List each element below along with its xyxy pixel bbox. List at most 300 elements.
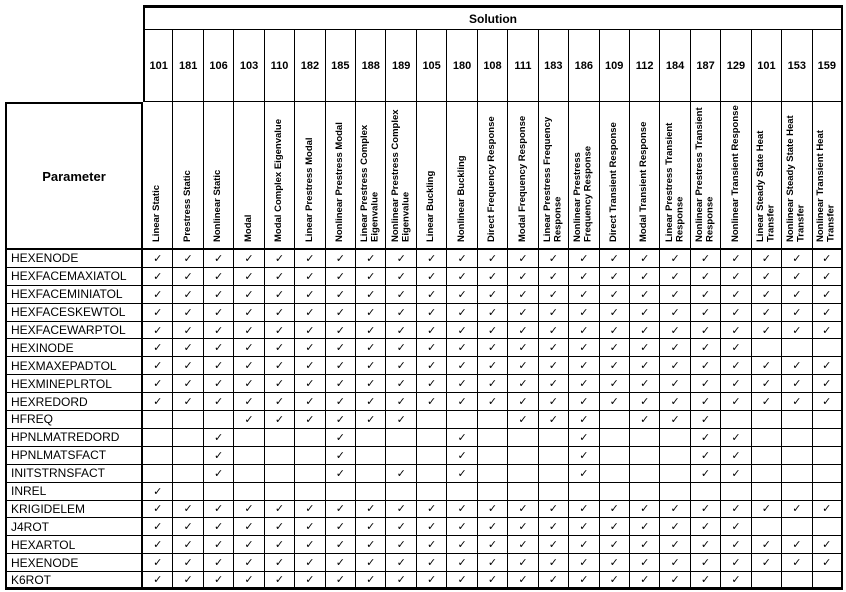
check-cell: [143, 304, 173, 322]
check-icon: ✓: [579, 448, 589, 462]
row-label: INITSTRNSFACT: [5, 465, 143, 483]
check-cell: [417, 393, 447, 411]
check-cell: [813, 339, 843, 357]
check-cell: [234, 411, 264, 429]
check-icon: ✓: [548, 556, 558, 570]
check-icon: ✓: [153, 341, 163, 355]
check-cell: [600, 554, 630, 572]
row-label: HEXENODE: [5, 554, 143, 572]
check-cell: [447, 286, 477, 304]
check-icon: ✓: [548, 538, 558, 552]
check-icon: ✓: [548, 269, 558, 283]
check-icon: ✓: [244, 305, 254, 319]
check-cell: [539, 268, 569, 286]
check-icon: ✓: [213, 287, 224, 301]
check-cell: [417, 518, 447, 536]
check-cell: [508, 465, 538, 483]
column-label: Linear Prestress Complex Eigenvalue: [359, 124, 381, 242]
check-cell: [813, 375, 843, 393]
check-cell: [326, 411, 356, 429]
check-icon: ✓: [640, 251, 650, 265]
check-cell: [600, 286, 630, 304]
check-cell: [326, 518, 356, 536]
check-cell: [356, 447, 386, 465]
check-icon: ✓: [213, 520, 224, 534]
check-cell: [691, 375, 721, 393]
check-icon: ✓: [518, 412, 528, 426]
check-cell: [295, 465, 325, 483]
check-cell: [386, 554, 416, 572]
check-icon: ✓: [244, 520, 254, 534]
check-icon: ✓: [700, 538, 711, 552]
check-icon: ✓: [792, 269, 802, 283]
check-cell: [508, 268, 538, 286]
check-cell: [478, 250, 508, 268]
check-cell: [386, 536, 416, 554]
check-icon: ✓: [670, 573, 680, 587]
check-icon: ✓: [700, 412, 711, 426]
check-cell: [326, 447, 356, 465]
check-cell: [356, 483, 386, 501]
check-cell: [447, 483, 477, 501]
check-cell: [508, 501, 538, 519]
check-icon: ✓: [244, 251, 254, 265]
check-cell: [782, 483, 812, 501]
check-icon: ✓: [579, 573, 589, 587]
check-cell: [721, 375, 751, 393]
check-cell: [204, 483, 234, 501]
check-icon: ✓: [640, 323, 650, 337]
check-cell: [173, 250, 203, 268]
check-icon: ✓: [487, 359, 498, 373]
check-cell: [721, 501, 751, 519]
parameter-header: Parameter: [5, 102, 143, 250]
check-cell: [417, 572, 447, 590]
check-cell: [265, 357, 295, 375]
check-cell: [660, 339, 690, 357]
check-cell: [721, 339, 751, 357]
check-cell: [447, 411, 477, 429]
check-cell: [417, 483, 447, 501]
check-icon: ✓: [335, 412, 345, 426]
check-icon: ✓: [731, 287, 741, 301]
check-cell: [539, 286, 569, 304]
check-cell: [234, 268, 264, 286]
check-cell: [234, 375, 264, 393]
check-cell: [660, 518, 690, 536]
check-icon: ✓: [609, 305, 619, 319]
check-cell: [447, 339, 477, 357]
check-cell: [234, 322, 264, 340]
check-cell: [539, 483, 569, 501]
check-icon: ✓: [244, 287, 254, 301]
check-cell: [752, 339, 782, 357]
check-icon: ✓: [670, 538, 680, 552]
check-cell: [752, 322, 782, 340]
check-icon: ✓: [457, 341, 467, 355]
check-icon: ✓: [213, 359, 224, 373]
column-code: 101: [143, 30, 173, 102]
check-icon: ✓: [335, 305, 345, 319]
check-cell: [386, 501, 416, 519]
check-icon: ✓: [792, 556, 802, 570]
check-icon: ✓: [609, 287, 619, 301]
check-cell: [660, 429, 690, 447]
check-cell: [173, 518, 203, 536]
check-cell: [660, 304, 690, 322]
check-cell: [143, 339, 173, 357]
check-cell: [539, 411, 569, 429]
check-cell: [630, 304, 660, 322]
check-cell: [569, 554, 599, 572]
check-cell: [447, 501, 477, 519]
check-cell: [143, 357, 173, 375]
check-cell: [447, 572, 477, 590]
check-cell: [234, 518, 264, 536]
check-cell: [326, 375, 356, 393]
check-cell: [600, 339, 630, 357]
check-icon: ✓: [183, 502, 193, 516]
check-icon: ✓: [822, 556, 832, 570]
check-cell: [691, 304, 721, 322]
check-icon: ✓: [640, 556, 650, 570]
check-cell: [508, 304, 538, 322]
check-icon: ✓: [274, 287, 285, 301]
check-icon: ✓: [244, 269, 254, 283]
check-cell: [569, 536, 599, 554]
check-cell: [478, 393, 508, 411]
solution-column-header: [356, 102, 386, 250]
column-code: 183: [539, 30, 569, 102]
check-cell: [295, 375, 325, 393]
check-icon: ✓: [366, 305, 376, 319]
check-icon: ✓: [792, 359, 802, 373]
column-code: 189: [386, 30, 416, 102]
check-cell: [295, 411, 325, 429]
check-cell: [356, 518, 386, 536]
check-icon: ✓: [700, 269, 711, 283]
check-cell: [265, 375, 295, 393]
check-icon: ✓: [731, 556, 741, 570]
check-cell: [265, 250, 295, 268]
check-cell: [691, 501, 721, 519]
check-cell: [752, 393, 782, 411]
check-cell: [386, 411, 416, 429]
check-icon: ✓: [213, 538, 224, 552]
check-icon: ✓: [579, 395, 589, 409]
check-icon: ✓: [153, 484, 163, 498]
check-icon: ✓: [457, 430, 467, 444]
check-cell: [326, 250, 356, 268]
check-cell: [478, 554, 508, 572]
column-label: Modal: [242, 214, 254, 242]
check-icon: ✓: [792, 538, 802, 552]
check-icon: ✓: [822, 269, 832, 283]
check-icon: ✓: [153, 305, 163, 319]
check-icon: ✓: [609, 269, 619, 283]
check-cell: [478, 429, 508, 447]
check-icon: ✓: [822, 323, 832, 337]
check-cell: [691, 465, 721, 483]
check-icon: ✓: [396, 251, 406, 265]
column-code: 111: [508, 30, 538, 102]
check-icon: ✓: [670, 323, 680, 337]
check-cell: [569, 518, 599, 536]
check-cell: [660, 483, 690, 501]
check-icon: ✓: [335, 448, 345, 462]
check-icon: ✓: [487, 520, 498, 534]
check-cell: [234, 572, 264, 590]
check-icon: ✓: [396, 412, 406, 426]
check-icon: ✓: [366, 251, 376, 265]
check-icon: ✓: [548, 359, 558, 373]
check-cell: [478, 322, 508, 340]
check-icon: ✓: [579, 412, 589, 426]
check-cell: [234, 536, 264, 554]
check-cell: [265, 518, 295, 536]
check-cell: [204, 429, 234, 447]
solution-column-header: [143, 102, 173, 250]
check-cell: [326, 357, 356, 375]
check-cell: [630, 286, 660, 304]
check-icon: ✓: [457, 377, 467, 391]
check-icon: ✓: [822, 377, 832, 391]
check-cell: [539, 250, 569, 268]
row-label: HEXFACEMINIATOL: [5, 286, 143, 304]
column-label: Nonlinear Static: [212, 169, 224, 242]
check-icon: ✓: [305, 269, 315, 283]
check-icon: ✓: [761, 269, 772, 283]
check-cell: [265, 501, 295, 519]
column-label: Nonlinear Prestress Transient Response: [694, 107, 716, 242]
column-code: 184: [660, 30, 690, 102]
check-icon: ✓: [792, 323, 802, 337]
check-cell: [752, 536, 782, 554]
check-icon: ✓: [731, 395, 741, 409]
row-label: HEXFACEWARPTOL: [5, 322, 143, 340]
check-icon: ✓: [335, 251, 345, 265]
check-cell: [752, 357, 782, 375]
check-cell: [752, 304, 782, 322]
check-icon: ✓: [822, 251, 832, 265]
check-cell: [173, 447, 203, 465]
check-icon: ✓: [366, 538, 376, 552]
check-cell: [660, 501, 690, 519]
check-cell: [660, 357, 690, 375]
check-cell: [660, 375, 690, 393]
check-icon: ✓: [213, 341, 224, 355]
check-cell: [326, 322, 356, 340]
check-icon: ✓: [366, 269, 376, 283]
check-icon: ✓: [396, 287, 406, 301]
check-cell: [813, 429, 843, 447]
check-cell: [569, 411, 599, 429]
check-icon: ✓: [822, 395, 832, 409]
check-icon: ✓: [396, 377, 406, 391]
check-icon: ✓: [183, 287, 193, 301]
check-cell: [660, 465, 690, 483]
check-cell: [265, 268, 295, 286]
check-cell: [539, 536, 569, 554]
check-cell: [447, 429, 477, 447]
check-icon: ✓: [305, 395, 315, 409]
row-label: J4ROT: [5, 518, 143, 536]
check-icon: ✓: [457, 359, 467, 373]
check-cell: [569, 250, 599, 268]
check-icon: ✓: [548, 377, 558, 391]
check-icon: ✓: [396, 556, 406, 570]
check-icon: ✓: [700, 430, 711, 444]
solution-column-header: [660, 102, 690, 250]
check-cell: [600, 375, 630, 393]
row-label: HPNLMATSFACT: [5, 447, 143, 465]
check-cell: [386, 429, 416, 447]
check-cell: [539, 554, 569, 572]
row-label: HEXFACESKEWTOL: [5, 304, 143, 322]
check-cell: [356, 554, 386, 572]
check-cell: [508, 339, 538, 357]
check-icon: ✓: [396, 573, 406, 587]
check-icon: ✓: [153, 395, 163, 409]
check-icon: ✓: [427, 251, 437, 265]
column-label: Nonlinear Prestress Complex Eigenvalue: [389, 109, 412, 242]
check-icon: ✓: [274, 412, 285, 426]
check-icon: ✓: [518, 341, 528, 355]
check-cell: [721, 411, 751, 429]
check-icon: ✓: [731, 466, 741, 480]
check-cell: [295, 447, 325, 465]
check-icon: ✓: [700, 359, 711, 373]
check-icon: ✓: [244, 323, 254, 337]
check-cell: [265, 483, 295, 501]
check-icon: ✓: [396, 323, 406, 337]
check-cell: [660, 268, 690, 286]
check-cell: [660, 322, 690, 340]
check-cell: [234, 339, 264, 357]
solution-column-header: [386, 102, 416, 250]
check-cell: [569, 447, 599, 465]
row-label: K6ROT: [5, 572, 143, 590]
check-icon: ✓: [305, 341, 315, 355]
check-cell: [782, 286, 812, 304]
check-cell: [600, 250, 630, 268]
check-cell: [630, 429, 660, 447]
row-label: KRIGIDELEM: [5, 501, 143, 519]
check-icon: ✓: [213, 430, 224, 444]
check-icon: ✓: [427, 359, 437, 373]
check-cell: [447, 375, 477, 393]
check-icon: ✓: [761, 377, 772, 391]
check-icon: ✓: [487, 341, 498, 355]
check-cell: [234, 554, 264, 572]
solution-column-header: [295, 102, 325, 250]
check-cell: [417, 304, 447, 322]
check-cell: [782, 572, 812, 590]
check-cell: [386, 393, 416, 411]
check-cell: [721, 483, 751, 501]
check-icon: ✓: [609, 377, 619, 391]
check-cell: [356, 268, 386, 286]
row-label: HEXINODE: [5, 339, 143, 357]
check-cell: [143, 429, 173, 447]
column-code: 103: [234, 30, 264, 102]
check-icon: ✓: [518, 287, 528, 301]
check-icon: ✓: [305, 323, 315, 337]
check-icon: ✓: [244, 377, 254, 391]
check-icon: ✓: [487, 323, 498, 337]
check-cell: [204, 572, 234, 590]
row-label: INREL: [5, 483, 143, 501]
check-cell: [356, 501, 386, 519]
check-icon: ✓: [579, 323, 589, 337]
check-cell: [569, 286, 599, 304]
check-icon: ✓: [548, 573, 558, 587]
check-cell: [143, 322, 173, 340]
check-icon: ✓: [213, 251, 224, 265]
check-cell: [478, 286, 508, 304]
check-icon: ✓: [640, 395, 650, 409]
check-cell: [600, 447, 630, 465]
column-code: 180: [447, 30, 477, 102]
check-cell: [173, 339, 203, 357]
check-icon: ✓: [822, 305, 832, 319]
check-icon: ✓: [274, 538, 285, 552]
check-cell: [782, 501, 812, 519]
check-cell: [600, 411, 630, 429]
check-cell: [660, 393, 690, 411]
check-cell: [356, 536, 386, 554]
check-cell: [386, 518, 416, 536]
solution-column-header: [782, 102, 812, 250]
check-cell: [691, 536, 721, 554]
check-cell: [569, 465, 599, 483]
check-icon: ✓: [487, 305, 498, 319]
check-icon: ✓: [670, 269, 680, 283]
check-icon: ✓: [396, 520, 406, 534]
check-cell: [447, 447, 477, 465]
check-icon: ✓: [792, 251, 802, 265]
check-cell: [204, 465, 234, 483]
check-icon: ✓: [335, 377, 345, 391]
check-icon: ✓: [670, 395, 680, 409]
check-icon: ✓: [305, 287, 315, 301]
check-cell: [721, 536, 751, 554]
check-icon: ✓: [731, 377, 741, 391]
check-cell: [417, 447, 447, 465]
check-cell: [234, 357, 264, 375]
check-cell: [752, 286, 782, 304]
column-code: 106: [204, 30, 234, 102]
check-cell: [752, 554, 782, 572]
check-cell: [417, 339, 447, 357]
check-cell: [630, 554, 660, 572]
check-cell: [447, 536, 477, 554]
check-cell: [478, 483, 508, 501]
check-cell: [234, 429, 264, 447]
check-cell: [265, 393, 295, 411]
check-cell: [356, 339, 386, 357]
check-cell: [508, 447, 538, 465]
check-cell: [782, 339, 812, 357]
check-cell: [813, 286, 843, 304]
check-cell: [539, 447, 569, 465]
column-label: Linear Prestress Transient Response: [663, 122, 686, 242]
check-icon: ✓: [518, 573, 528, 587]
check-cell: [356, 357, 386, 375]
check-cell: [234, 501, 264, 519]
check-icon: ✓: [700, 341, 711, 355]
check-cell: [143, 518, 173, 536]
